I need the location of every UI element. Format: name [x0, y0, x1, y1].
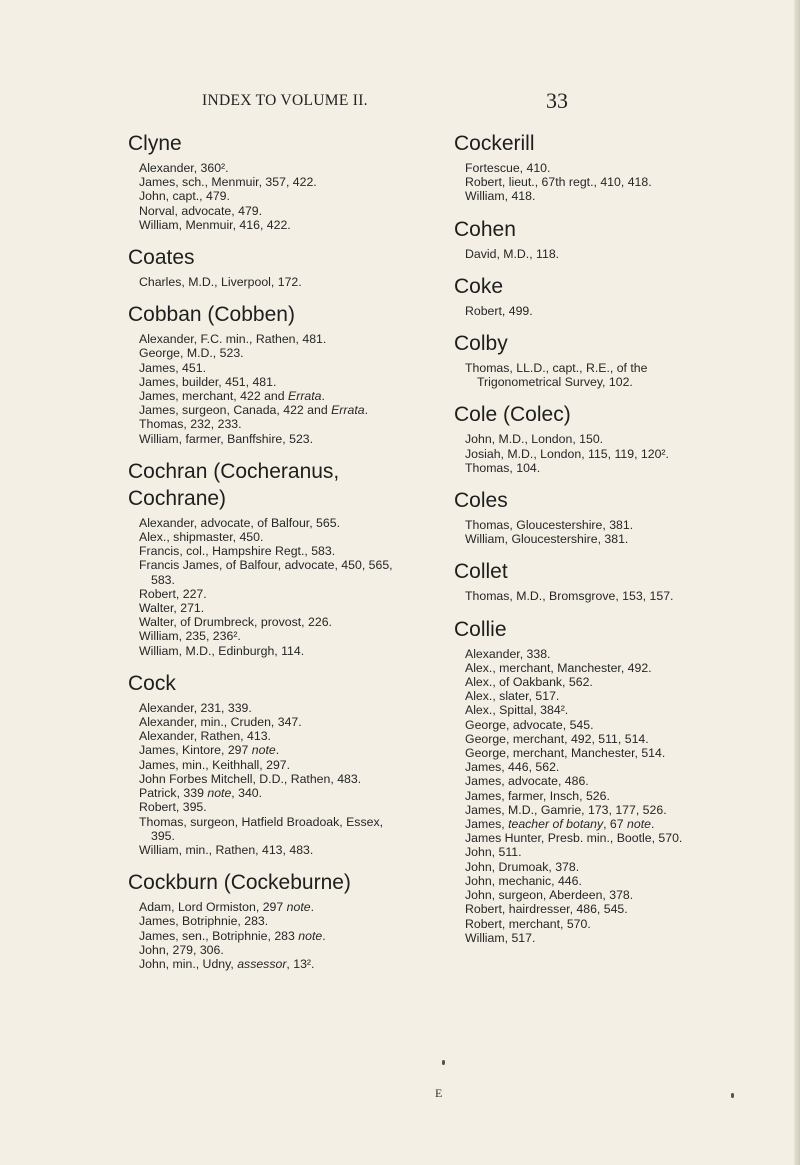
index-entry: Adam, Lord Ormiston, 297 note. — [139, 900, 314, 915]
index-section-cobban-cobben — [128, 301, 396, 458]
entry-list — [465, 647, 726, 945]
index-entry: George, M.D., 523. — [139, 346, 244, 361]
section-gap — [454, 546, 726, 558]
index-section-collet — [454, 558, 726, 615]
page-number: 33 — [546, 88, 568, 113]
index-entry: James, teacher of botany, 67 note. — [465, 817, 655, 832]
index-entry: James, min., Keithhall, 297. — [139, 757, 291, 772]
entry-list — [139, 332, 396, 446]
index-entry: James, sch., Menmuir, 357, 422. — [139, 175, 317, 190]
index-section-collie — [454, 616, 726, 957]
right-column — [454, 130, 726, 957]
section-gap — [128, 658, 396, 670]
index-entry: George, advocate, 545. — [465, 717, 594, 732]
index-entry: James, advocate, 486. — [465, 774, 589, 789]
entry-list — [465, 247, 726, 261]
index-entry: Alexander, 338. — [465, 646, 551, 661]
index-section-clyne — [128, 130, 396, 244]
index-entry: James, Botriphnie, 283. — [139, 914, 269, 929]
index-entry: Alex., of Oakbank, 562. — [465, 675, 593, 690]
index-entry: John, mechanic, 446. — [465, 873, 582, 888]
index-entry: Alex., Spittal, 384². — [465, 703, 569, 718]
section-heading: Collie — [454, 617, 507, 641]
index-entry: William, M.D., Edinburgh, 114. — [139, 643, 305, 658]
section-heading: Coles — [454, 489, 508, 513]
section-heading: Cockerill — [454, 132, 535, 155]
index-section-cole-colec — [454, 401, 726, 487]
section-heading: Collet — [454, 560, 508, 584]
index-entry: Josiah, M.D., London, 115, 119, 120². — [465, 446, 669, 461]
index-entry: Patrick, 339 note, 340. — [139, 786, 263, 801]
index-entry: John Forbes Mitchell, D.D., Rathen, 483. — [139, 771, 362, 786]
section-heading: Cockburn (Cockeburne) — [128, 871, 351, 895]
index-entry: William, Menmuir, 416, 422. — [139, 217, 291, 232]
index-entry: Thomas, 232, 233. — [139, 417, 242, 432]
running-title: INDEX TO VOLUME II. — [202, 92, 368, 109]
index-entry: Robert, merchant, 570. — [465, 916, 591, 931]
index-entry: Robert, hairdresser, 486, 545. — [465, 902, 628, 917]
index-entry: James, farmer, Insch, 526. — [465, 788, 610, 803]
index-entry: William, min., Rathen, 413, 483. — [139, 842, 314, 857]
entry-list — [139, 701, 396, 857]
index-entry: Alexander, advocate, of Balfour, 565. — [139, 515, 340, 530]
ink-speck — [442, 1060, 445, 1065]
index-entry: Walter, 271. — [139, 601, 205, 616]
index-entry: Alexander, 231, 339. — [139, 700, 252, 715]
index-entry: John, surgeon, Aberdeen, 378. — [465, 888, 634, 903]
entry-list — [465, 361, 726, 389]
index-entry: Francis James, of Balfour, advocate, 450, 565, 583. — [139, 558, 393, 587]
signature-mark: E — [435, 1086, 443, 1100]
index-entry: John, 279, 306. — [139, 942, 224, 957]
index-entry: Francis, col., Hampshire Regt., 583. — [139, 544, 336, 559]
section-heading: Cochran (Cocheranus, Cochrane) — [128, 459, 340, 510]
index-entry: Alex., merchant, Manchester, 492. — [465, 660, 652, 675]
section-heading: Cock — [128, 671, 176, 695]
index-entry: Alexander, 360². — [139, 161, 229, 175]
index-entry: Charles, M.D., Liverpool, 172. — [139, 275, 302, 290]
index-section-colby — [454, 330, 726, 401]
section-gap — [454, 604, 726, 616]
index-section-cohen — [454, 216, 726, 273]
section-heading: Coke — [454, 274, 504, 298]
index-entry: James, sen., Botriphnie, 283 note. — [139, 928, 326, 943]
page-header — [0, 88, 800, 122]
index-entry: Fortescue, 410. — [465, 161, 551, 175]
index-entry: William, 517. — [465, 930, 536, 945]
index-entry: George, merchant, 492, 511, 514. — [465, 731, 649, 746]
entry-list — [465, 161, 726, 204]
index-entry: Thomas, M.D., Bromsgrove, 153, 157. — [465, 589, 674, 604]
index-entry: Alexander, F.C. min., Rathen, 481. — [139, 332, 327, 347]
index-entry: Walter, of Drumbreck, provost, 226. — [139, 615, 332, 630]
index-entry: William, 418. — [465, 189, 536, 204]
entry-list — [139, 275, 396, 289]
index-section-coke — [454, 273, 726, 330]
left-column — [128, 130, 396, 983]
index-section-coles — [454, 487, 726, 558]
section-gap — [128, 971, 396, 983]
index-entry: John, capt., 479. — [139, 189, 230, 204]
ink-speck — [731, 1093, 734, 1098]
index-entry: Thomas, LL.D., capt., R.E., of the Trigonometrical Survey, 102. — [465, 361, 648, 390]
entry-list — [139, 516, 396, 658]
entry-list — [465, 589, 726, 603]
index-entry: William, Gloucestershire, 381. — [465, 532, 629, 547]
index-entry: David, M.D., 118. — [465, 246, 560, 261]
section-gap — [128, 289, 396, 301]
index-entry: John, 511. — [465, 845, 522, 860]
section-gap — [454, 945, 726, 957]
section-heading: Coates — [128, 246, 195, 270]
index-entry: Thomas, 104. — [465, 460, 541, 475]
index-section-cockburn-cockeburne — [128, 869, 396, 983]
index-entry: James, builder, 451, 481. — [139, 374, 277, 389]
section-gap — [128, 232, 396, 244]
index-entry: James, merchant, 422 and Errata. — [139, 389, 325, 404]
index-entry: Robert, lieut., 67th regt., 410, 418. — [465, 175, 652, 190]
section-heading: Cole (Colec) — [454, 403, 571, 427]
section-gap — [128, 857, 396, 869]
index-entry: Robert, 227. — [139, 586, 207, 601]
index-section-cockerill — [454, 130, 726, 216]
section-gap — [454, 204, 726, 216]
index-entry: John, min., Udny, assessor, 13². — [139, 956, 315, 971]
index-entry: Thomas, Gloucestershire, 381. — [465, 518, 634, 533]
section-heading: Cohen — [454, 217, 516, 241]
index-entry: Alexander, Rathen, 413. — [139, 729, 271, 744]
entry-list — [139, 900, 396, 971]
index-entry: Alex., slater, 517. — [465, 689, 560, 704]
index-entry: George, merchant, Manchester, 514. — [465, 746, 666, 761]
index-entry: John, Drumoak, 378. — [465, 859, 580, 874]
index-section-cock — [128, 670, 396, 869]
index-entry: James, 446, 562. — [465, 760, 560, 775]
index-entry: James, M.D., Gamrie, 173, 177, 526. — [465, 802, 667, 817]
index-entry: James, Kintore, 297 note. — [139, 743, 280, 758]
index-entry: Alex., shipmaster, 450. — [139, 530, 264, 545]
index-entry: William, farmer, Banffshire, 523. — [139, 431, 314, 446]
entry-list — [465, 432, 726, 475]
section-gap — [454, 261, 726, 273]
index-entry: Thomas, surgeon, Hatfield Broadoak, Essex, 395. — [139, 814, 384, 843]
index-entry: Robert, 499. — [465, 303, 533, 318]
section-heading: Cobban (Cobben) — [128, 303, 295, 327]
section-gap — [128, 446, 396, 458]
entry-list — [465, 518, 726, 546]
index-section-coates — [128, 244, 396, 301]
index-section-cochran-cocheranus-cochrane — [128, 458, 396, 670]
index-entry: James, surgeon, Canada, 422 and Errata. — [139, 403, 369, 418]
section-gap — [454, 318, 726, 330]
section-heading: Clyne — [128, 132, 182, 155]
index-entry: James Hunter, Presb. min., Bootle, 570. — [465, 831, 683, 846]
index-entry: Norval, advocate, 479. — [139, 203, 263, 218]
index-entry: Robert, 395. — [139, 800, 207, 815]
page-edge-shadow — [794, 0, 800, 1165]
section-gap — [454, 389, 726, 401]
section-gap — [454, 475, 726, 487]
index-entry: William, 235, 236². — [139, 629, 241, 644]
section-heading: Colby — [454, 332, 508, 356]
entry-list — [465, 304, 726, 318]
index-entry: Alexander, min., Cruden, 347. — [139, 715, 302, 730]
index-entry: James, 451. — [139, 360, 206, 375]
entry-list — [139, 161, 396, 232]
index-entry: John, M.D., London, 150. — [465, 432, 604, 447]
